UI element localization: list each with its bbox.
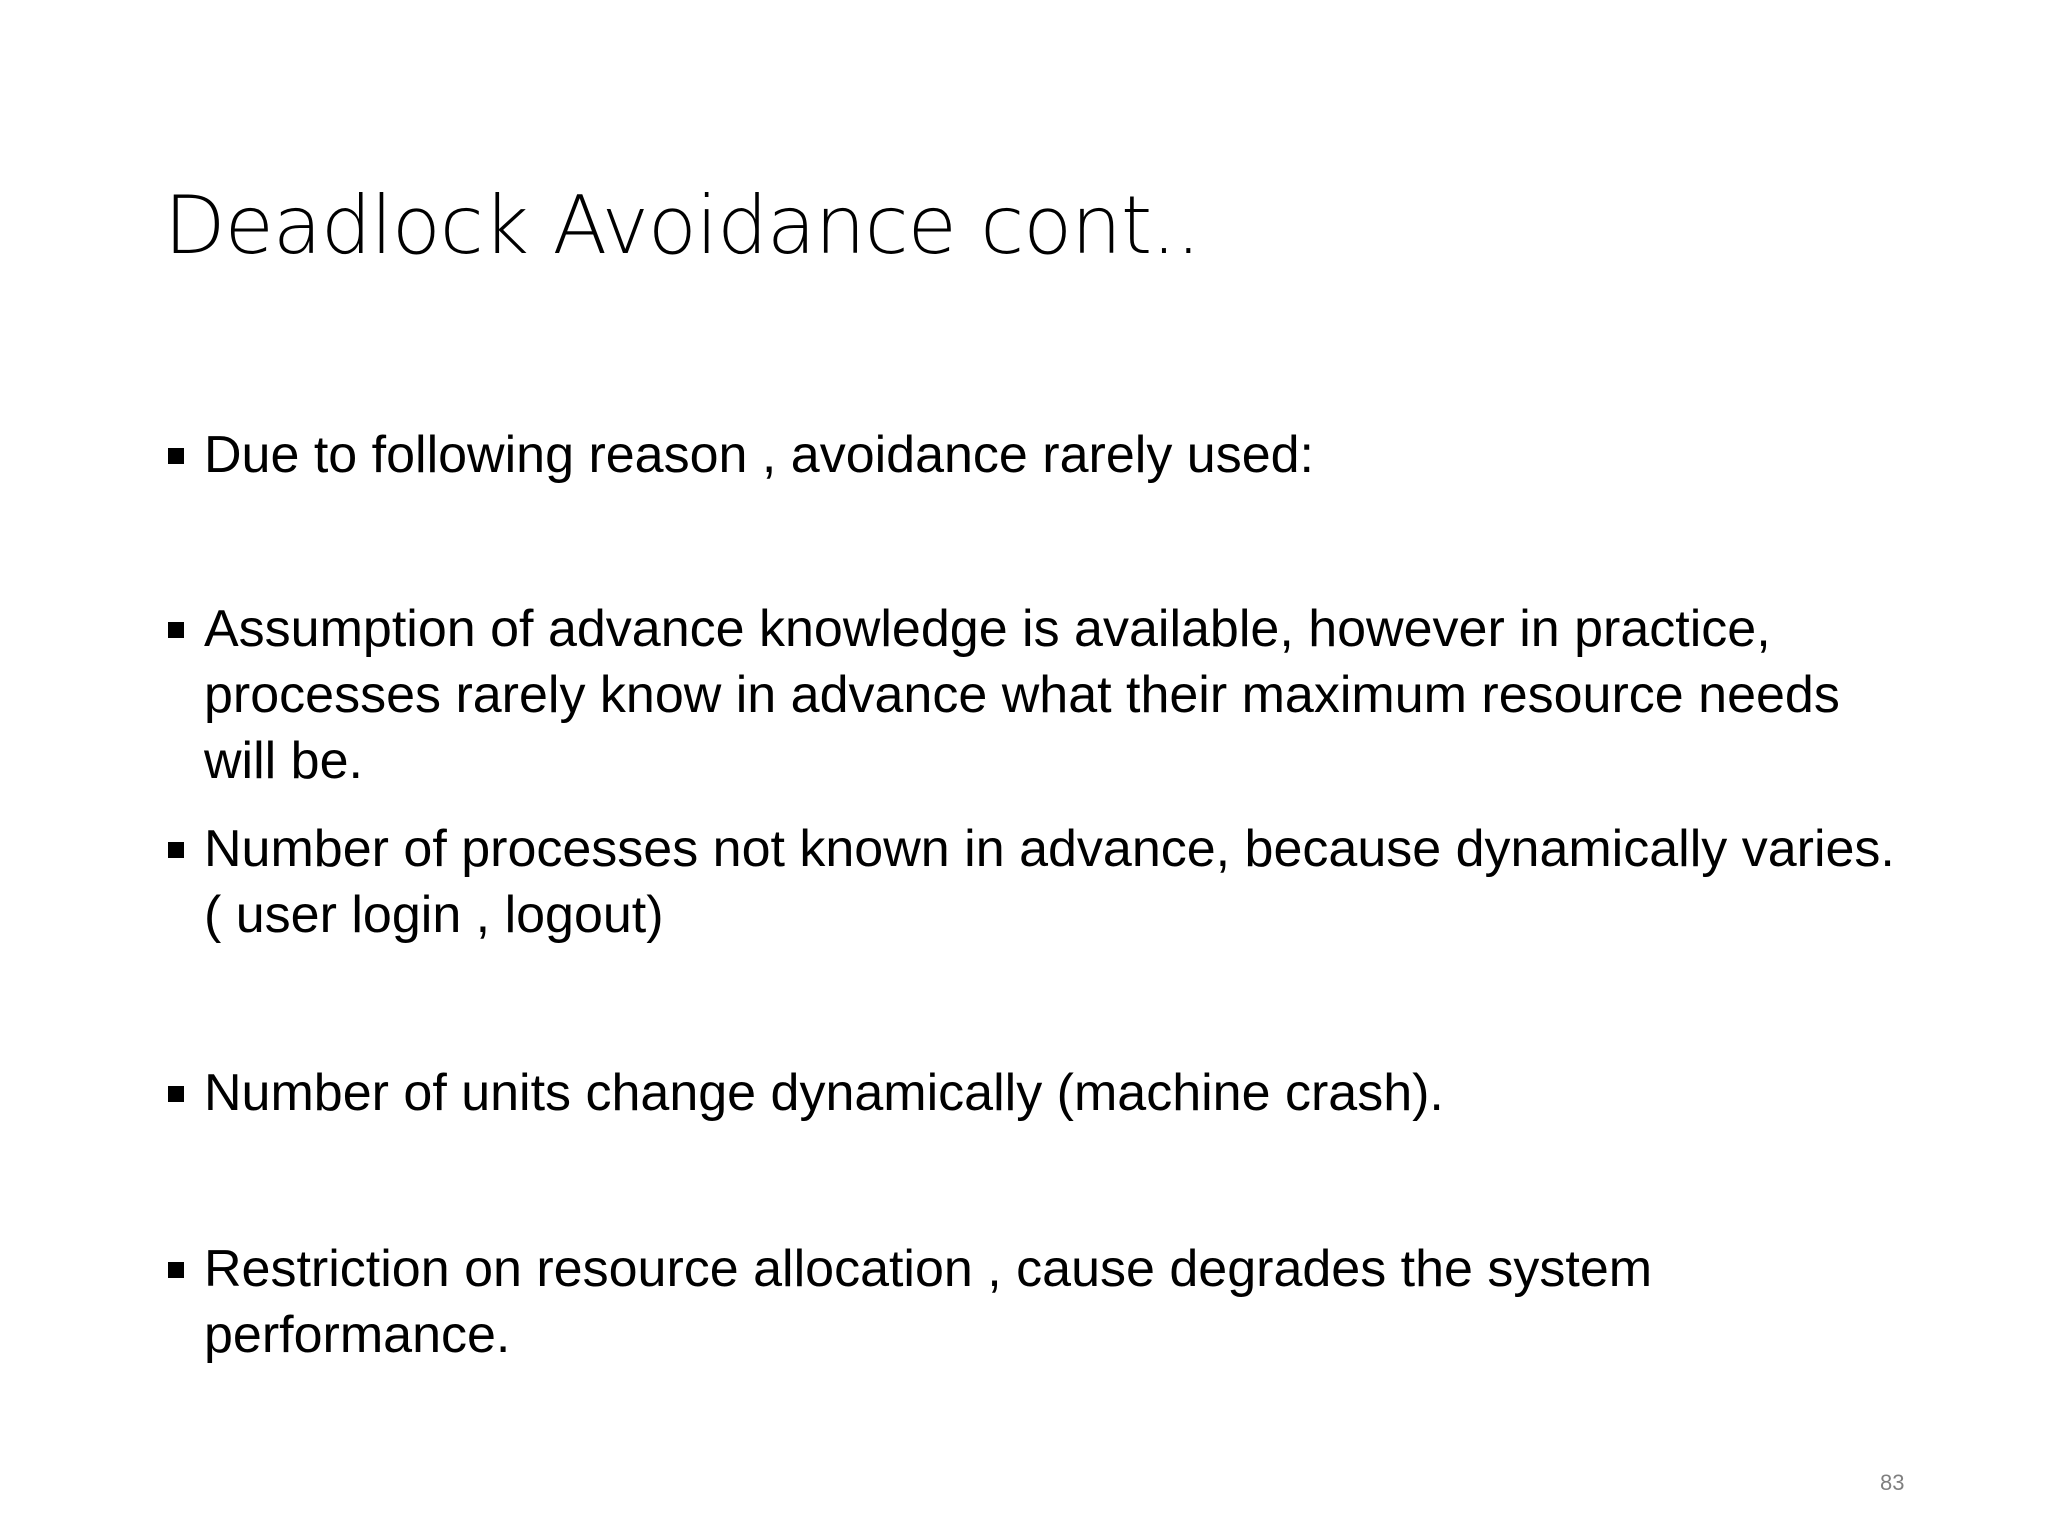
page-number: 83 xyxy=(1880,1470,1905,1495)
bullet-text: Due to following reason , avoidance rarely used: xyxy=(204,426,1314,484)
bullet-text: Restriction on resource allocation , cause degrades the system performance. xyxy=(204,1240,1653,1364)
bullet-item xyxy=(164,816,1904,948)
bullet-text: Assumption of advance knowledge is available, however in practice, processes rarely know in advance what their maximum resource needs will be. xyxy=(204,600,1840,790)
bullet-item xyxy=(164,422,1904,488)
square-bullet-icon xyxy=(168,1086,184,1102)
square-bullet-icon xyxy=(168,1262,184,1278)
bullet-item xyxy=(164,1060,1904,1126)
bullet-item xyxy=(164,1236,1904,1368)
bullet-text: Number of processes not known in advance, because dynamically varies. ( user login , logout) xyxy=(204,820,1895,944)
square-bullet-icon xyxy=(168,448,184,464)
slide-title: Deadlock Avoidance cont.. xyxy=(164,179,1201,272)
square-bullet-icon xyxy=(168,622,184,638)
square-bullet-icon xyxy=(168,842,184,858)
bullet-text: Number of units change dynamically (machine crash). xyxy=(204,1064,1444,1122)
bullet-item xyxy=(164,596,1904,794)
